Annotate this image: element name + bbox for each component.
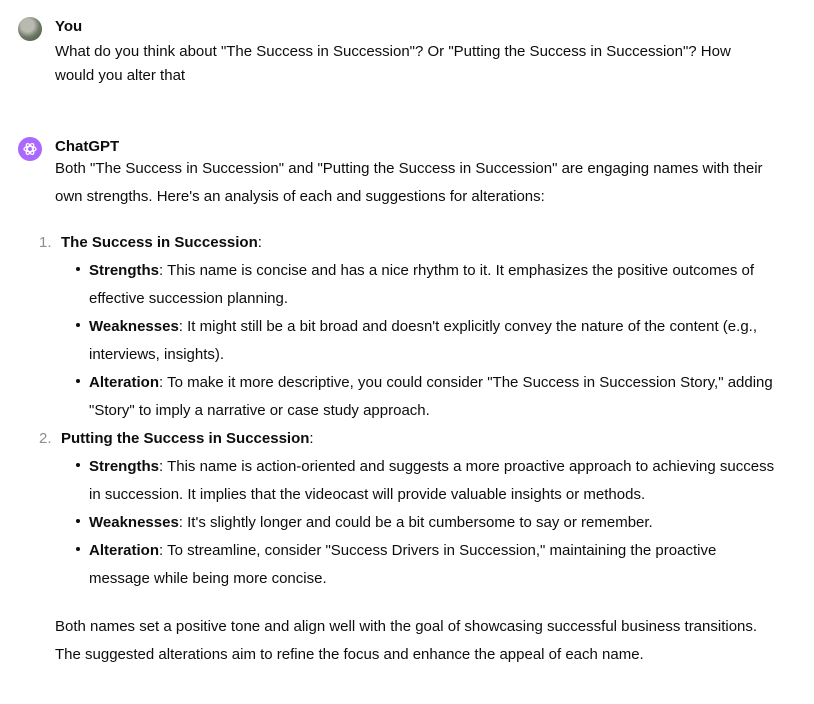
point-text: : This name is action-oriented and suggests a more proactive approach to achieving success in succession. It implies that the videocast will provide valuable insights or methods. <box>89 458 775 503</box>
assistant-closing: Both names set a positive tone and align well with the goal of showcasing successful business transitions. The suggested alterations aim to refine the focus and enhance the appeal of each name. <box>55 618 758 663</box>
list-item <box>89 509 775 537</box>
point-label: Weaknesses <box>89 318 179 335</box>
point-label: Alteration <box>89 542 160 559</box>
user-message-text: What do you think about "The Success in Succession"? Or "Putting the Success in Succession"? How would you alter that <box>55 43 731 84</box>
list-item: 2. Putting the Success in Succession: Strengths: This name is action-oriented and suggests a more proactive approach to achieving success in succession. It implies that the videocast will provide valuable insights or methods. Weaknesses: It's slightly longer and could be a bit cumbersome to say or remember. Alteration: To streamline, consider "Success Drivers in Succession," maintaining the proactive message while being more concise. <box>55 425 775 593</box>
point-text: : It's slightly longer and could be a bit cumbersome to say or remember. <box>178 514 653 531</box>
openai-logo-icon <box>22 141 38 157</box>
point-label: Weaknesses <box>89 514 179 531</box>
item-title: Putting the Success in Succession <box>61 430 310 447</box>
list-item <box>89 313 775 369</box>
point-label: Alteration <box>89 374 160 391</box>
assistant-intro: Both "The Success in Succession" and "Putting the Success in Succession" are engaging names with their own strengths. Here's an analysis of each and suggestions for alterations: <box>55 160 763 205</box>
list-item <box>89 453 775 509</box>
assistant-author-name: ChatGPT <box>55 138 120 155</box>
list-item <box>89 369 775 425</box>
sub-list <box>61 257 775 425</box>
sub-list <box>61 453 775 593</box>
list-item: 1. The Success in Succession: Strengths: This name is concise and has a nice rhythm to it. It emphasizes the positive outcomes of effective succession planning. Weaknesses: It might still be a bit broad and doesn't explicitly convey the nature of the content (e.g., interviews, insights). Alteration: To make it more descriptive, you could consider "The Success in Succession Story," adding "Story" to imply a narrative or case study approach. <box>55 229 775 425</box>
point-text: : It might still be a bit broad and doesn't explicitly convey the nature of the content (e.g., interviews, insights). <box>89 318 757 363</box>
point-text: : To streamline, consider "Success Drivers in Succession," maintaining the proactive message while being more concise. <box>89 542 717 587</box>
user-avatar <box>18 17 42 41</box>
point-text: : This name is concise and has a nice rhythm to it. It emphasizes the positive outcomes of effective succession planning. <box>89 262 755 307</box>
item-title: The Success in Succession <box>61 234 258 251</box>
analysis-list <box>39 229 775 593</box>
assistant-message-body <box>39 155 775 669</box>
point-label: Strengths <box>89 262 160 279</box>
user-author-name: You <box>55 18 83 35</box>
assistant-avatar <box>18 137 42 161</box>
point-text: : To make it more descriptive, you could consider "The Success in Succession Story," adding "Story" to imply a narrative or case study approach. <box>89 374 773 419</box>
list-item <box>89 537 775 593</box>
list-number: 1. <box>39 234 52 251</box>
list-item <box>89 257 775 313</box>
point-label: Strengths <box>89 458 160 475</box>
list-number: 2. <box>39 430 52 447</box>
